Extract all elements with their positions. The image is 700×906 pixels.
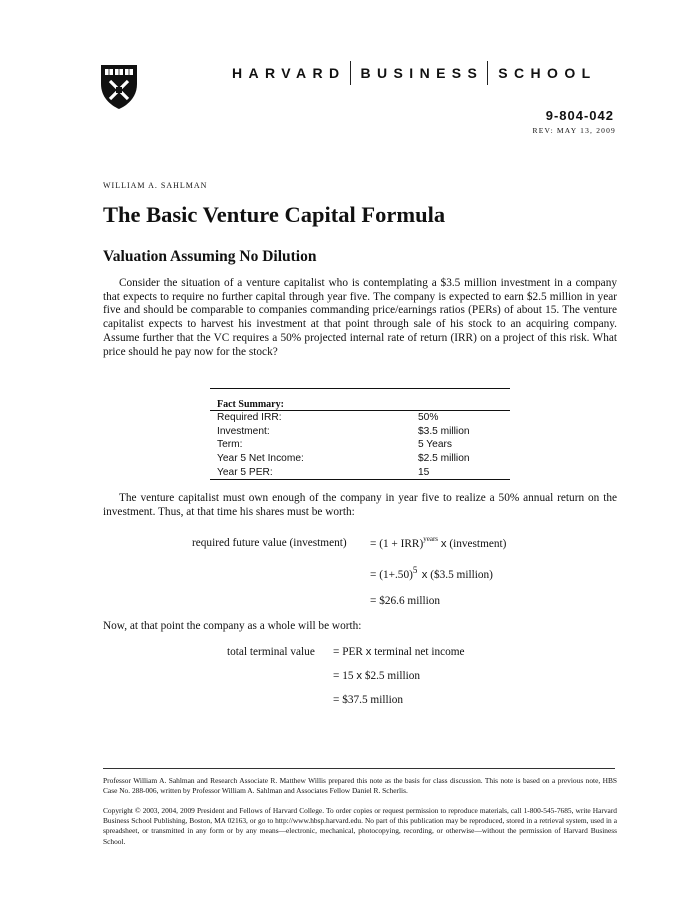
equation-term: = PER: [333, 646, 363, 658]
equation-2-result: = $37.5 million: [333, 694, 404, 706]
equation-term: (investment): [449, 538, 507, 550]
table-row: [210, 425, 510, 439]
fact-value: 15: [418, 466, 430, 478]
revision-date: REV: MAY 13, 2009: [532, 126, 616, 135]
fact-label: Year 5 PER:: [217, 466, 273, 478]
multiply-sign: x: [440, 538, 447, 550]
equation-2-line-1: [333, 646, 465, 658]
header-word-school: SCHOOL: [498, 65, 597, 81]
equation-term: ($3.5 million): [430, 569, 493, 581]
header-word-harvard: HARVARD: [232, 65, 346, 81]
multiply-sign: x: [421, 569, 428, 581]
fact-summary-table: [210, 388, 510, 480]
section-heading: Valuation Assuming No Dilution: [103, 248, 317, 265]
equation-term: $2.5 million: [364, 670, 421, 682]
third-paragraph: Now, at that point the company as a whole will be worth:: [103, 620, 362, 632]
footer-note: Professor William A. Sahlman and Research Associate R. Matthew Willis prepared this note as the basis for class discussion. This note is based on a previous note, HBS Case No. 288-006, written by Professor William A. Sahlman and Associates Fellow Daniel R. Scherlis.: [103, 776, 617, 796]
school-name-header: [232, 61, 622, 85]
hbs-shield-logo: [100, 64, 138, 110]
exponent-five: 5: [412, 565, 418, 575]
equation-1-line-1: [370, 535, 507, 550]
equation-term: = (1 + IRR): [370, 538, 424, 550]
fact-label: Required IRR:: [217, 412, 282, 423]
table-row: [210, 466, 510, 481]
table-row: [210, 438, 510, 452]
multiply-sign: x: [356, 670, 362, 682]
equation-1-result: = $26.6 million: [370, 595, 441, 607]
equation-term: = 15: [333, 670, 354, 682]
equation-1-lhs: required future value (investment): [192, 537, 347, 549]
multiply-sign: x: [365, 646, 372, 658]
header-word-business: BUSINESS: [360, 65, 484, 81]
footer-rule: [103, 768, 615, 769]
intro-paragraph: Consider the situation of a venture capitalist who is contemplating a $3.5 million investment in a company that expects to require no further capital through year five. The company is expected to earn $2.5 million in year five and should be comparable to companies commanding price/earnings ratios (PERs) of about 15. The venture capitalist expects to harvest his investment at that point through sale of his stock to an acquiring company. Assume further that the VC requires a 50% projected internal rate of return (IRR) on a project of this risk. What price should he pay now for the stock?: [103, 277, 617, 358]
fact-value: 5 Years: [418, 439, 452, 451]
second-paragraph: The venture capitalist must own enough of the company in year five to realize a 50% annual return on the investment. Thus, at that time his shares must be worth:: [103, 492, 617, 518]
equation-2-lhs: total terminal value: [227, 646, 315, 658]
equation-term: = (1+.50): [370, 569, 413, 581]
author-name: WILLIAM A. SAHLMAN: [103, 181, 208, 190]
case-number: 9-804-042: [545, 108, 614, 123]
equation-2-line-2: [333, 670, 420, 682]
table-row: [210, 452, 510, 466]
fact-summary-heading: Fact Summary:: [210, 389, 510, 411]
fact-value: $2.5 million: [418, 453, 470, 465]
exponent-years: years: [423, 535, 439, 543]
fact-label: Term:: [217, 439, 243, 451]
fact-label: Year 5 Net Income:: [217, 453, 304, 465]
fact-label: Investment:: [217, 425, 270, 437]
copyright-notice: Copyright © 2003, 2004, 2009 President and Fellows of Harvard College. To order copies or request permission to reproduce materials, call 1-800-545-7685, write Harvard Business School Publishing, Boston, MA 02163, or go to http://www.hbsp.harvard.edu. No part of this publication may be reproduced, stored in a retrieval system, used in a spreadsheet, or transmitted in any form or by any means—electronic, mechanical, photocopying, recording, or otherwise—without the permission of Harvard Business School.: [103, 806, 617, 846]
table-row: [210, 411, 510, 425]
fact-value: $3.5 million: [418, 425, 470, 437]
document-title: The Basic Venture Capital Formula: [103, 202, 446, 227]
equation-1-line-2: [370, 565, 493, 581]
header-divider: [487, 61, 488, 85]
header-divider: [350, 61, 351, 85]
fact-value: 50%: [418, 412, 439, 423]
equation-term: terminal net income: [374, 646, 465, 658]
